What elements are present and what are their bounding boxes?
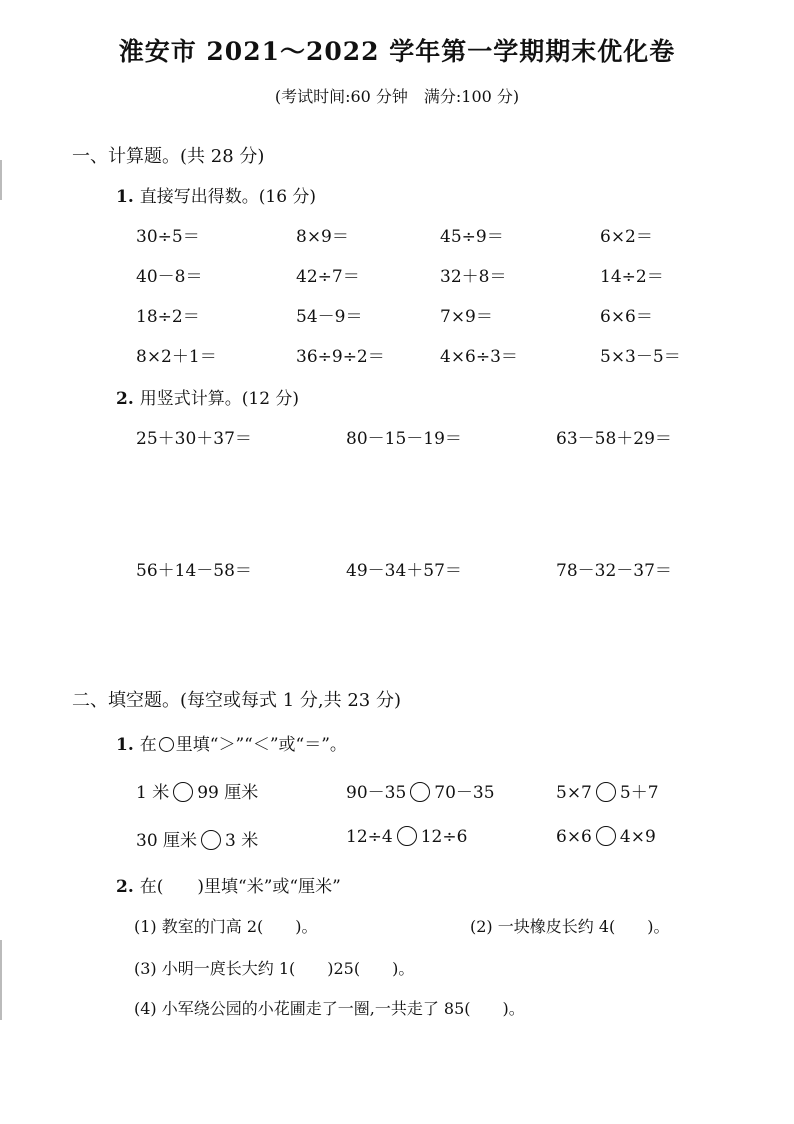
oral-calc-item: 7×9＝	[440, 307, 493, 327]
compare-left: 12÷4	[346, 827, 393, 847]
compare-left: 30 厘米	[136, 831, 198, 851]
question-2-1-heading	[116, 730, 347, 755]
question-number: 2.	[116, 389, 134, 409]
scan-edge-mark	[0, 160, 2, 200]
oral-calc-item: 6×2＝	[600, 227, 653, 247]
compare-left: 90－35	[346, 783, 407, 803]
vertical-calc-item: 80－15－19＝	[346, 429, 462, 449]
compare-item	[556, 778, 659, 803]
compare-item	[136, 778, 258, 803]
compare-item	[346, 826, 467, 847]
fill-blank-item: (3) 小明一庹长大约 1( )25( )。	[134, 959, 415, 978]
question-number: 1.	[116, 187, 134, 207]
question-number: 2.	[116, 877, 134, 897]
compare-right: 99 厘米	[197, 783, 259, 803]
compare-right: 70－35	[434, 783, 495, 803]
compare-right: 4×9	[619, 827, 656, 847]
compare-circle-blank[interactable]	[201, 830, 221, 850]
question-1-1-heading	[116, 182, 316, 207]
oral-calc-item: 14÷2＝	[600, 267, 664, 287]
oral-calc-item: 4×6÷3＝	[440, 347, 518, 367]
circle-blank-icon	[159, 737, 174, 752]
oral-calc-item: 18÷2＝	[136, 307, 200, 327]
vertical-calc-item: 63－58＋29＝	[556, 429, 672, 449]
question-label-post: 里填“＞”“＜”或“＝”。	[175, 735, 347, 755]
question-1-2-heading	[116, 384, 299, 409]
compare-left: 5×7	[556, 783, 592, 803]
page-title: 淮安市 2021～2022 学年第一学期期末优化卷	[118, 37, 676, 66]
oral-calc-item: 54－9＝	[296, 307, 363, 327]
compare-right: 12÷6	[420, 827, 468, 847]
oral-calc-item: 45÷9＝	[440, 227, 504, 247]
exam-info: (考试时间:60 分钟 满分:100 分)	[274, 87, 520, 106]
compare-left: 1 米	[136, 783, 170, 803]
question-label: 直接写出得数。(16 分)	[139, 187, 317, 207]
compare-item	[346, 778, 495, 803]
question-number: 1.	[116, 735, 134, 755]
compare-circle-blank[interactable]	[410, 782, 430, 802]
vertical-calc-item: 56＋14－58＝	[136, 561, 252, 581]
oral-calc-item: 6×6＝	[600, 307, 653, 327]
fill-blank-item: (2) 一块橡皮长约 4( )。	[470, 917, 670, 936]
question-label: 在( )里填“米”或“厘米”	[139, 877, 341, 897]
question-label-pre: 在	[139, 735, 157, 755]
question-2-2-heading	[116, 872, 341, 897]
oral-calc-item: 8×9＝	[296, 227, 349, 247]
vertical-calc-item: 49－34＋57＝	[346, 561, 462, 581]
compare-left: 6×6	[556, 827, 592, 847]
section-2-heading: 二、填空题。(每空或每式 1 分,共 23 分)	[72, 690, 402, 711]
compare-circle-blank[interactable]	[596, 782, 616, 802]
compare-right: 5＋7	[619, 783, 659, 803]
oral-calc-item: 30÷5＝	[136, 227, 200, 247]
oral-calc-item: 42÷7＝	[296, 267, 360, 287]
section-1-heading: 一、计算题。(共 28 分)	[72, 146, 265, 167]
vertical-calc-item: 78－32－37＝	[556, 561, 672, 581]
oral-calc-item: 32＋8＝	[440, 267, 507, 287]
scan-edge-mark	[0, 940, 2, 1020]
compare-item	[136, 826, 258, 851]
compare-item	[556, 826, 656, 847]
oral-calc-item: 36÷9÷2＝	[296, 347, 385, 367]
oral-calc-item: 40－8＝	[136, 267, 203, 287]
compare-circle-blank[interactable]	[596, 826, 616, 846]
vertical-calc-item: 25＋30＋37＝	[136, 429, 252, 449]
oral-calc-item: 5×3－5＝	[600, 347, 681, 367]
compare-circle-blank[interactable]	[173, 782, 193, 802]
fill-blank-item: (4) 小军绕公园的小花圃走了一圈,一共走了 85( )。	[134, 999, 525, 1018]
compare-right: 3 米	[225, 831, 259, 851]
question-label: 用竖式计算。(12 分)	[139, 389, 300, 409]
fill-blank-item: (1) 教室的门高 2( )。	[134, 917, 318, 936]
oral-calc-item: 8×2＋1＝	[136, 347, 217, 367]
compare-circle-blank[interactable]	[397, 826, 417, 846]
